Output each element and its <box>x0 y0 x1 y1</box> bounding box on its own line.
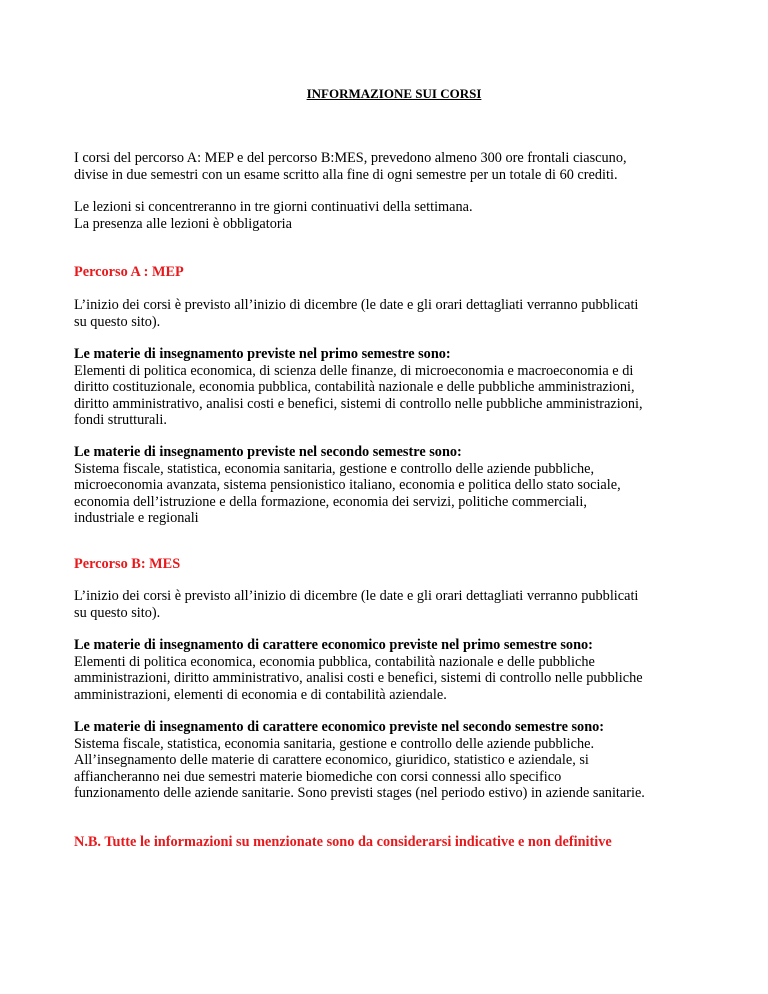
text-line: L’inizio dei corsi è previsto all’inizio di dicembre (le date e gli orari dettagliati verranno pubblicati <box>74 588 639 604</box>
mes-semester-2 <box>74 719 714 802</box>
text-line: fondi strutturali. <box>74 412 167 428</box>
text-line: funzionamento delle aziende sanitarie. Sono previsti stages (nel periodo estivo) in aziende sanitarie. <box>74 785 645 801</box>
disclaimer-note: N.B. Tutte le informazioni su menzionate sono da considerarsi indicative e non definitive <box>74 834 612 850</box>
text-line: microeconomia avanzata, sistema pensionistico italiano, economia e politica dello stato sociale, <box>74 477 621 493</box>
semester-heading: Le materie di insegnamento previste nel secondo semestre sono: <box>74 444 462 460</box>
intro-line: divise in due semestri con un esame scritto alla fine di ogni semestre per un totale di 60 crediti. <box>74 166 618 183</box>
semester-heading: Le materie di insegnamento previste nel primo semestre sono: <box>74 346 451 362</box>
text-line: affiancheranno nei due semestri materie biomediche con corsi connessi allo specifico <box>74 768 562 785</box>
text-line: L’inizio dei corsi è previsto all’inizio di dicembre (le date e gli orari dettagliati verranno pubblicati <box>74 297 639 313</box>
text-line: amministrazioni, elementi di economia e di contabilità aziendale. <box>74 686 447 703</box>
intro-line: Le lezioni si concentreranno in tre giorni continuativi della settimana. <box>74 199 473 215</box>
text-line: amministrazioni, diritto amministrativo, analisi costi e benefici, sistemi di controllo nelle pubbliche <box>74 670 643 686</box>
semester-heading: Le materie di insegnamento di carattere economico previste nel primo semestre sono: <box>74 637 593 653</box>
text-line: su questo sito). <box>74 313 161 330</box>
intro-line: I corsi del percorso A: MEP e del percorso B:MES, prevedono almeno 300 ore frontali ciascuno, <box>74 150 627 166</box>
text-line: economia dell’istruzione e della formazione, economia dei servizi, politiche commerciali, <box>74 493 587 510</box>
section-heading-mep: Percorso A : MEP <box>74 264 184 280</box>
text-line: Elementi di politica economica, di scienza delle finanze, di microeconomia e macroeconomia e di <box>74 362 634 379</box>
text-line: Elementi di politica economica, economia pubblica, contabilità nazionale e delle pubbliche <box>74 653 595 670</box>
mes-semester-1 <box>74 637 714 703</box>
text-line: diritto amministrativo, analisi costi e benefici, sistemi di controllo nelle pubbliche amministrazioni, <box>74 395 643 412</box>
text-line: su questo sito). <box>74 604 161 621</box>
text-line: Sistema fiscale, statistica, economia sanitaria, gestione e controllo delle aziende pubbliche. <box>74 735 595 752</box>
section-heading-mes: Percorso B: MES <box>74 556 181 572</box>
intro-line: La presenza alle lezioni è obbligatoria <box>74 215 292 232</box>
mep-semester-2 <box>74 444 714 527</box>
text-line: Sistema fiscale, statistica, economia sanitaria, gestione e controllo delle aziende pubbliche, <box>74 460 595 477</box>
mep-semester-1 <box>74 346 714 429</box>
intro-paragraph-1 <box>74 150 714 183</box>
intro-paragraph-2 <box>74 199 714 232</box>
text-line: industriale e regionali <box>74 510 199 526</box>
mep-start-paragraph <box>74 297 714 330</box>
semester-heading: Le materie di insegnamento di carattere economico previste nel secondo semestre sono: <box>74 719 605 735</box>
text-line: diritto costituzionale, economia pubblica, contabilità nazionale e delle pubbliche amministrazioni, <box>74 379 635 395</box>
mes-start-paragraph <box>74 588 714 621</box>
page-title: INFORMAZIONE SUI CORSI <box>306 86 482 101</box>
text-line: All’insegnamento delle materie di carattere economico, giuridico, statistico e aziendale, si <box>74 752 589 768</box>
